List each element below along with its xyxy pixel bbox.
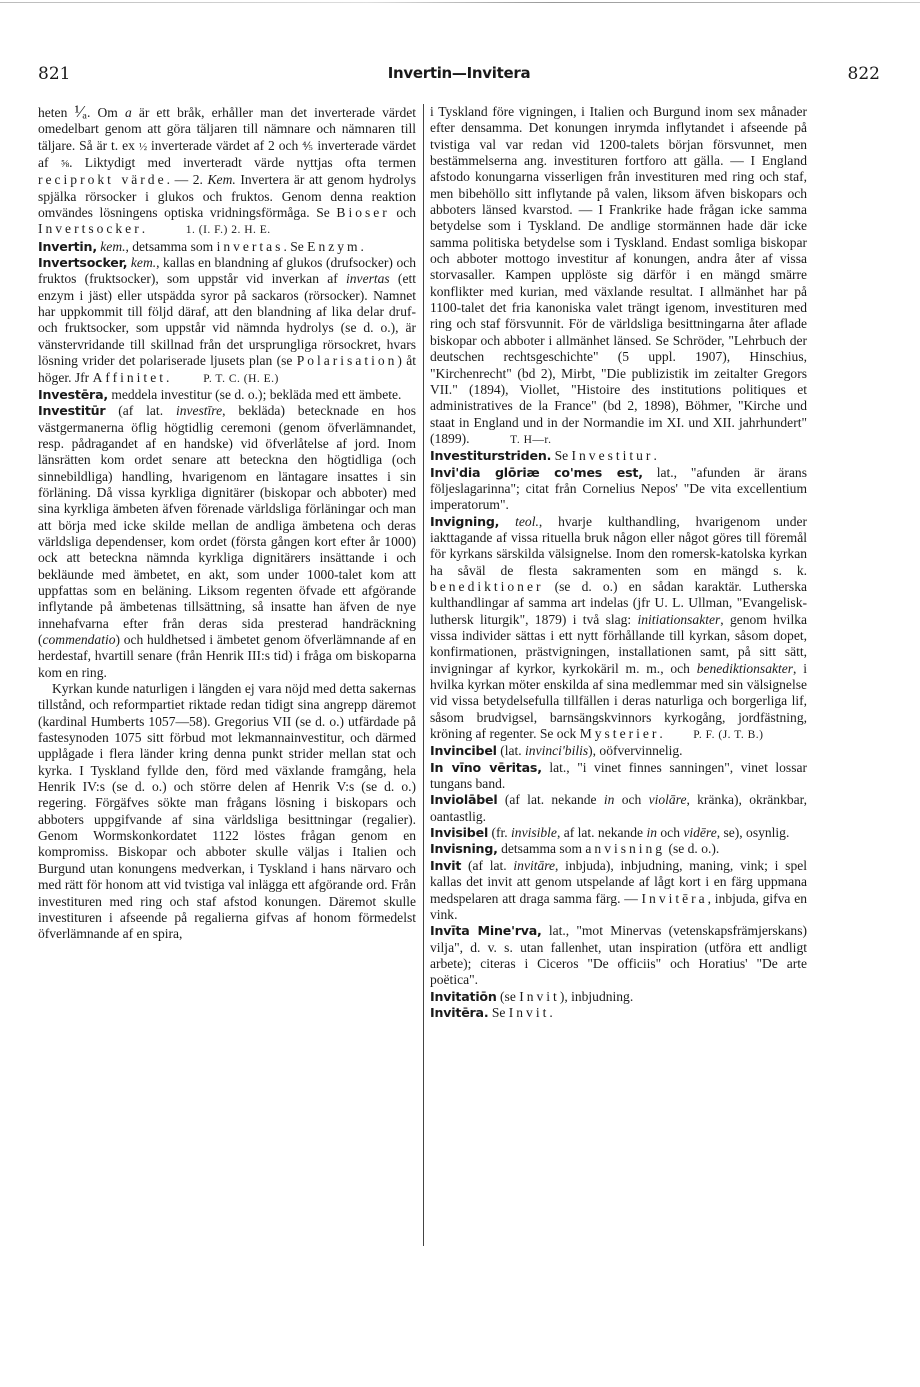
entry-invertsocker: Invertsocker, kem., kallas en blandning af glukos (drufsocker) och fruktos (fruktsocker), som uppstår vid inverkan af invertas (ett enzym i jäst) eller utspädda syror på sackaros (rörsocker). Namnet har uppkommit till följd däraf, att den blandning af lika delar druf- och fruktsocker, som uppstår vid nämnda hydrolys (se d. o.), är vänstervridande till skillnad från det ursprungliga rörsockret, hvars lösning vrider det polariserade ljusets plan (se Polarisation) åt höger. Jfr Affinitet. P. T. C. (H. E.) [38,255,416,385]
headword: Investitūr [38,403,106,419]
headword: Invi'dia glōriæ co'mes est, [430,464,643,480]
column-divider [423,104,424,1246]
entry-invisning: Invisning, detsamma som anvisning (se d. o.). [430,841,720,857]
entry-in-vino-veritas: In vīno vēritas, lat., "i vinet finnes sanningen", vinet lossar tungans band. [430,759,807,792]
left-page-number: 821 [38,64,71,84]
entry-invertin: Invertin, kem., detsamma som invertas. Se Enzym. [38,238,364,254]
investitur-paragraph-2: Kyrkan kunde naturligen i längden ej vara nöjd med detta sakernas tillstånd, och reformpartiet riktade redan tidigt sina angrepp däremot (kardinal Humberts 1057—58). Gregorius VII (se d. o.) utfärdade på fastesynoden 1075 sitt förbud mot lekmannainvestitur, och därmed upplågade i flera länder kring denna punkt strider mellan stat och kyrka. I Tyskland fyllde den, förd med växlande framgång, hela Henrik IV:s (se d. o.) och större delen af Henrik V:s (se d. o.) regering. Förgäfves sökte man frågans lösning i biskopars och abboters uppgifvande af sina världsliga besittningar (regalier). Genom Wormskonkordatet 1122 löstes frågan genom en kompromiss. Biskopar och abboter skulle väljas i Italien och Burgund utan konungens medverkan, i Tyskland i hans närvaro och med rätt för honom att vid tvistiga val inlägga ett afgörande ord. Från investituren med ring och staf afstod konungen. Däremot skulle investituren i afseende på regalierna gifvas af honom förmedelst öfverlämnande af en spira, [38,681,416,942]
headword: Invigning, [430,513,500,529]
right-column [430,104,807,1021]
running-head: Invertin—Invitera [387,64,531,82]
entry-invidia: Invi'dia glōriæ co'mes est, lat., "afunden är ärans följeslagarinna"; citat från Cornelius Nepos' "De vita excellentium imperatorum". [430,464,807,513]
entry-inviolabel: Inviolābel (af lat. nekande in och violāre, kränka), okränkbar, oantastlig. [430,792,807,824]
headword: Invertin, [38,238,97,254]
headword: Invincibel [430,743,497,759]
headword: Invitēra. [430,1004,489,1020]
entry-investiturstriden: Investiturstriden. Se Investitur. [430,448,657,464]
headword: In vīno vēritas, [430,759,542,775]
headword: Inviolābel [430,792,498,808]
entry-invitation: Invitatiōn (se Invit), inbjudning. [430,988,634,1004]
entry-invisibel: Invisibel (fr. invisible, af lat. nekande in och vidēre, se), osynlig. [430,825,790,841]
headword: Investiturstriden. [430,448,552,464]
headword: Invisning, [430,841,498,857]
entry-invincibel: Invincibel (lat. invinci'bilis), oöfvervinnelig. [430,743,683,759]
entry-invitera: Invitēra. Se Invit. [430,1004,553,1020]
page-header [38,64,880,88]
left-column [38,104,416,943]
entry-invit: Invit (af lat. invitāre, inbjuda), inbjudning, maning, vink; i spel kallas det invit att genom utspelande af lågt kort i en färg uppmana medspelaren att draga samma färg. — Invitēra, inbjuda, gifva en vink. [430,857,807,922]
headword: Investēra, [38,386,108,402]
headword: Invitatiōn [430,988,497,1004]
continued-text: heten ¹⁄ₐ. Om a är ett bråk, erhåller man det inverterade värdet omedelbart genom att göra täljaren till nämnare och nämnaren till täljare. Så är t. ex ½ inverterade värdet af 2 och ⅘ inverterade värdet af ⅝. Liktydigt med inverteradt värde nyttjas ofta termen reciprokt värde. — 2. Kem. Invertera är att genom hydrolys spjälka rörsocker i glukos och fruktos. Genom denna reaktion omvändes lösningens optiska vridningsförmåga. Se Bioser och Invertsocker. 1. (I. F.) 2. H. E. [38,102,417,237]
headword: Invīta Mine'rva, [430,923,542,939]
headword: Invit [430,857,462,873]
scan-edge-line [0,2,920,3]
headword: Invisibel [430,825,489,841]
headword: Invertsocker, [38,255,128,271]
entry-investitur: Investitūr (af lat. investīre, bekläda) betecknade en hos västgermanerna öflig högtidlig ceremoni (genom öfverlämnandet, resp. pådragandet af en handske) vid öfverlåtelse af jord. Inom länsrätten kom ordet senare att beteckna den högtidliga (och sinnebildliga) handling, hvarigenom en läntagare insattes i sin förläning. Då vissa kyrkliga dignitärer (biskopar och abboter) med sina kyrkliga ämbeten äfven förenade världsliga förläningar och man att börja med icke skilde mellan de andliga ämbetena och deras världsliga dependenser, kom ordet (första gången kort efter år 1000) ock att beteckna nämnda kyrkliga dignitärers insättande i och bekläunde med ämbetet, en akt, som under 1000-talet kom att uppfattas som en beläning. Liksom regenten öfvade ett afgörande inflytande på ämbetenas tillsättning, så insatte han äfven de nye innehafvarna efter från deras sida presterad handräckning (commendatio) och huldhetsed i ämbetet genom öfverlämnande af en herdestaf, hvartill senare (från Henrik III:s tid) i fråga om biskoparna kom en ring. [38,403,417,680]
entry-invigning: Invigning, teol., hvarje kulthandling, hvarigenom under iakttagande af vissa rituella bruk någon eller något göres till föremål för kyrkans särskilda välsignelse. Inom den romersk-katolska kyrkan ha såväl de flesta sakramenten som en mängd s. k. benediktioner (se d. o.) en sådan karaktär. Lutherska kulthandlingar af samma art indelas (jfr U. L. Ullman, "Evangelisk-luthersk liturgik", 1879) i två slag: initiationsakter, genom hvilka vissa individer sättas i ett nytt förhållande till kyrkan, såsom dopet, konfirmationen, prästvigningen, installationen samt, på sitt sätt, invigningar af kyrkor, kyrkokäril m. m., och benediktionsakter, i hvilka kyrkan möter enskilda af sina medlemmar med sin välsignelse vid vissa betydelsefulla tillfällen i deras naturliga och borgerliga lif, såsom brudvigsel, barnsängskvinnors kyrkogång, jordfästning, kröning af regenter. Se ock Mysterier. P. F. (J. T. B.) [430,513,808,742]
entry-investera: Investēra, meddela investitur (se d. o.); bekläda med ett ämbete. [38,386,402,402]
continued-text: i Tyskland före vigningen, i Italien och Burgund inom sex månader efter densamma. Det konungen inrymda inflytandet i afseende på tvistiga val var redan vid 1200-talets början försvunnet, men bestämmelserna ang. investituren fortforo att gälla. — I England afstodo konungarna visserligen från investituren med ring och staf, men bibehöllo sitt inflytande på valen, liksom äfven biskopars och abboters länsed kvarstod. — I Frankrike hade frågan icke samma betydelse som i Tyskland. De andlige stormännen hade där icke samma politiska betydelse som i Tyskland. Endast somliga biskopar och abboter mottogo investitur af konungen, andra åter af vissa storvasaller. Kampen upplöste sig därför i en mängd smärre konflikter med kurian, med växlande resultat. I allmänhet har på 1100-talet det fria kanoniska valet trängt igenom, investituren med ring och staf försvunnit. För de världsliga besittningarna åter aflade biskopar och abboter i allmänhet länsed. Se Schröder, "Lehrbuch der deutschen rechtsgeschichte" (5 uppl. 1907), Hinschius, "Kirchenrecht" (bd 2), Mirbt, "Die publizistik im zeitalter Gregors VII." (1894), Viollet, "Histoire des institutions politiques et administratives de la France" (bd 2, 1898), Böhmer, "Kirche und staat in England und in der Normandie im XI. und XII. jahrhundert" (1899). T. H—r. [430,104,807,446]
entry-invita-minerva: Invīta Mine'rva, lat., "mot Minervas (vetenskapsfrämjerskans) vilja", d. v. s. utan fallenhet, utan inspiration (utföra ett andligt arbete); citeras i Ciceros "De officiis" och Horatius' "De arte poëtica". [430,923,807,988]
right-page-number: 822 [847,64,880,84]
